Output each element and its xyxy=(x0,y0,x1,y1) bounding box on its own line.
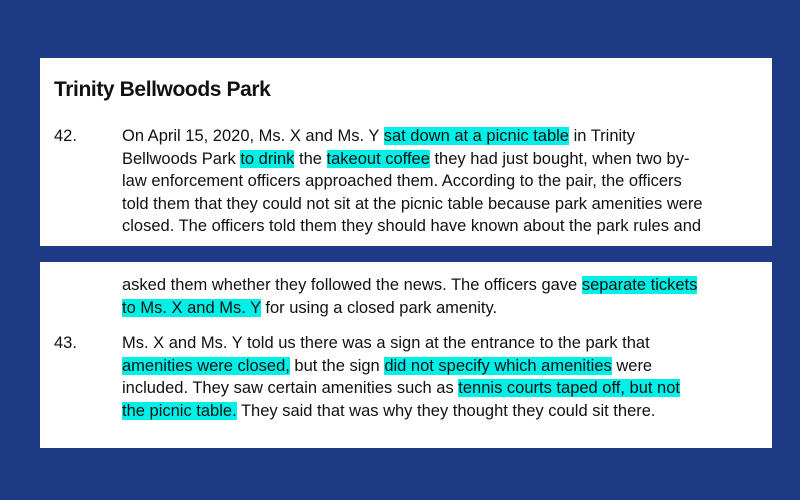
text-line xyxy=(122,193,762,216)
document-excerpt-bottom xyxy=(40,262,772,448)
paragraph-text xyxy=(122,125,762,238)
text-line xyxy=(122,148,762,171)
text-segment: included. They saw certain amenities such as xyxy=(122,379,459,398)
text-line xyxy=(122,400,762,423)
text-line xyxy=(122,215,762,238)
text-line xyxy=(122,274,762,297)
text-segment: the xyxy=(294,149,327,168)
text-segment: Ms. X and Ms. Y told us there was a sign at the entrance to the park that xyxy=(122,334,650,352)
text-segment: for using a closed park amenity. xyxy=(260,298,498,317)
paragraph-number: 43. xyxy=(54,334,77,352)
text-line xyxy=(122,125,762,148)
text-segment: law enforcement officers approached them. According to the pair, the officers xyxy=(122,172,682,191)
text-segment: were xyxy=(611,356,653,375)
text-line xyxy=(122,297,762,320)
highlighted-text: the picnic table. xyxy=(122,401,237,420)
text-segment: in Trinity xyxy=(568,127,636,145)
text-segment: closed. The officers told them they should have known about the park rules and xyxy=(122,217,702,236)
text-line xyxy=(122,355,762,378)
text-segment: told them that they could not sit at the picnic table because park amenities were xyxy=(122,194,703,213)
paragraph-text xyxy=(122,332,762,422)
text-segment: they had just bought, when two by- xyxy=(429,149,690,168)
text-line xyxy=(122,170,762,193)
paragraph-text xyxy=(122,274,762,319)
highlighted-text: did not specify which amenities xyxy=(384,356,612,375)
highlighted-text: to Ms. X and Ms. Y xyxy=(122,298,261,317)
text-segment: On April 15, 2020, Ms. X and Ms. Y xyxy=(122,127,384,145)
text-segment: but the sign xyxy=(289,356,385,375)
highlighted-text: separate tickets xyxy=(581,276,698,294)
text-segment: Bellwoods Park xyxy=(122,149,241,168)
highlighted-text: sat down at a picnic table xyxy=(383,127,569,145)
section-heading: Trinity Bellwoods Park xyxy=(54,78,271,101)
text-line xyxy=(122,332,762,355)
highlighted-text: takeout coffee xyxy=(326,149,430,168)
text-line xyxy=(122,377,762,400)
highlighted-text: amenities were closed, xyxy=(122,356,290,375)
text-segment: They said that was why they thought they could sit there. xyxy=(236,401,656,420)
highlighted-text: tennis courts taped off, but not xyxy=(458,379,680,398)
text-segment: asked them whether they followed the news. The officers gave xyxy=(122,276,582,294)
highlighted-text: to drink xyxy=(240,149,295,168)
document-excerpt-top xyxy=(40,58,772,246)
paragraph-number: 42. xyxy=(54,127,77,145)
